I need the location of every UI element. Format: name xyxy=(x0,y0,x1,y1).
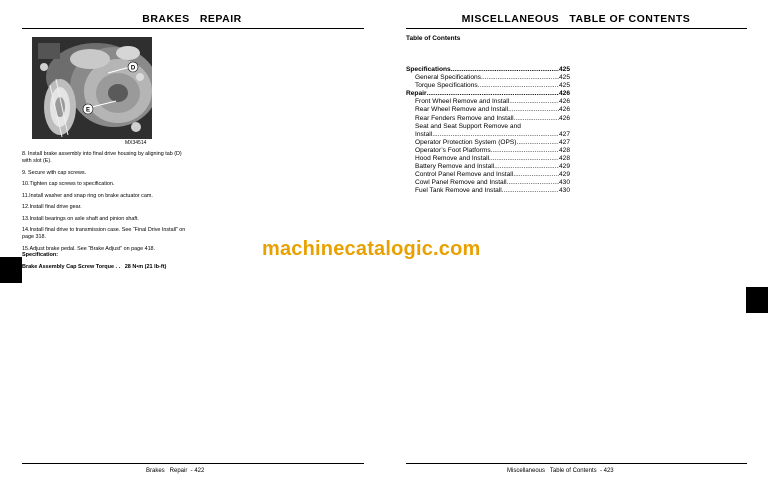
left-thumb-tab xyxy=(0,257,22,283)
step-13: 13.Install bearings on axle shaft and pinion shaft. xyxy=(22,215,139,222)
toc-entry-repair[interactable]: Repair ..... 426 xyxy=(406,90,570,98)
toc-entry-specifications[interactable]: Specifications ..... 425 xyxy=(406,66,570,74)
callout-d: D xyxy=(130,65,136,72)
right-footer-rule xyxy=(406,463,747,464)
toc-entry-rear-wheel[interactable]: Rear Wheel Remove and Install ..... 426 xyxy=(406,106,570,114)
step-14: 14.Install final drive to transmission case. See “Final Drive Install” on page 318. xyxy=(22,227,186,240)
step-9: 9. Secure with cap screws. xyxy=(22,169,87,176)
watermark: machinecatalogic.com xyxy=(262,238,481,260)
toc-entry-general-specifications[interactable]: General Specifications ..... 425 xyxy=(406,74,570,82)
left-footer-rule xyxy=(22,463,364,464)
left-header-rule xyxy=(22,28,364,29)
toc-entry-cowl-panel[interactable]: Cowl Panel Remove and Install ..... 430 xyxy=(406,179,570,187)
toc-entry-torque-specifications[interactable]: Torque Specifications ..... 425 xyxy=(406,82,570,90)
step-11: 11.Install washer and snap ring on brake actuator cam. xyxy=(22,192,153,199)
photo-caption: MX34514 xyxy=(125,140,147,146)
step-15: 15.Adjust brake pedal. See “Brake Adjust” on page 418. xyxy=(22,245,156,252)
toc-entry-fuel-tank[interactable]: Fuel Tank Remove and Install ..... 430 xyxy=(406,187,570,195)
brake-assembly-illustration xyxy=(32,37,152,139)
toc-entry-seat-line1[interactable]: Seat and Seat Support Remove and xyxy=(415,122,521,130)
table-of-contents xyxy=(406,66,570,196)
right-thumb-tab xyxy=(746,287,768,313)
toc-entry-front-wheel[interactable]: Front Wheel Remove and Install ..... 426 xyxy=(406,98,570,106)
toc-entry-rear-fenders[interactable]: Rear Fenders Remove and Install ..... 426 xyxy=(406,115,570,123)
step-8: 8. Install brake assembly into final drive housing by aligning tab (D) with slot (E). xyxy=(22,151,182,164)
specification-heading: Specification: xyxy=(22,252,59,258)
toc-title: Table of Contents xyxy=(406,35,461,42)
toc-entry-battery[interactable]: Battery Remove and Install ..... 429 xyxy=(406,163,570,171)
toc-entry-hood[interactable]: Hood Remove and Install ..... 428 xyxy=(406,155,570,163)
left-page-footer: Brakes Repair - 422 xyxy=(146,468,205,474)
right-page-footer: Miscellaneous Table of Contents - 423 xyxy=(507,468,614,474)
left-page-header: BRAKES REPAIR xyxy=(142,13,242,25)
right-page-header: MISCELLANEOUS TABLE OF CONTENTS xyxy=(461,13,691,25)
right-header-rule xyxy=(406,28,747,29)
torque-specification: Brake Assembly Cap Screw Torque . . 28 N•m (21 lb-ft) xyxy=(22,264,167,270)
callout-e: E xyxy=(85,107,91,114)
toc-entry-seat-line2[interactable]: Install ..... 427 xyxy=(406,131,570,139)
toc-entry-control-panel[interactable]: Control Panel Remove and Install ..... 429 xyxy=(406,171,570,179)
step-12: 12.Install final drive gear. xyxy=(22,204,82,210)
step-10: 10.Tighten cap screws to specification. xyxy=(22,181,115,187)
toc-entry-ops[interactable]: Operator Protection System (OPS) ..... 427 xyxy=(406,139,570,147)
repair-steps xyxy=(22,151,192,257)
toc-entry-foot-platforms[interactable]: Operator’s Foot Platforms ..... 428 xyxy=(406,147,570,155)
brake-assembly-photo xyxy=(32,37,152,139)
